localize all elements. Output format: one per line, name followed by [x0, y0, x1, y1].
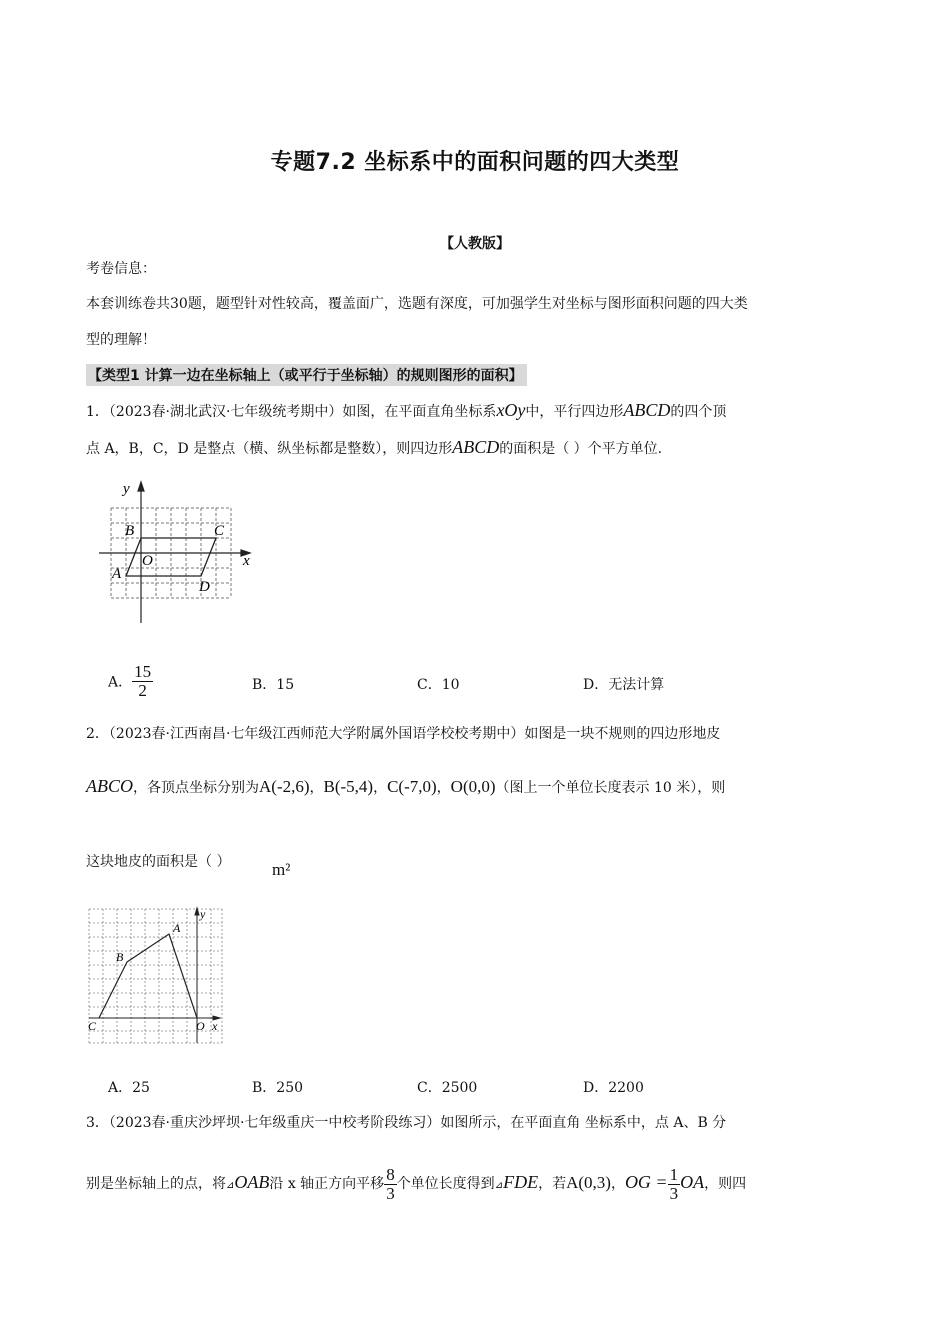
q2-label-o: O — [196, 1019, 205, 1033]
q2-quadrilateral — [99, 934, 197, 1018]
q3-fraction-1-num: 8 — [386, 1164, 395, 1184]
q2-option-b[interactable]: B．250 — [252, 1080, 304, 1096]
q2-label-b: B — [116, 950, 124, 964]
q3-math-fde: FDE — [503, 1172, 539, 1192]
q1-option-a-denominator: 2 — [138, 681, 147, 700]
q3-text-e: ，则四 — [704, 1176, 747, 1192]
q1-text-a: 1．（2023春·湖北武汉·七年级统考期中）如图，在平面直角坐标系 — [86, 404, 497, 420]
q3-eq-lhs: OG = — [624, 1172, 668, 1192]
q3-line-2: 别是坐标轴上的点，将⊿OAB沿 x 轴正方向平移 $\frac{8}{3}$ 个单位长度得到⊿FDE，若A(0,3)，OG = $\frac{1}{3}$ OA，则四 — [86, 1164, 747, 1203]
q2-coord-o: O(0,0) — [450, 777, 496, 796]
q2-line-2: ABCO，各顶点坐标分别为A(-2,6)，B(-5,4)，C(-7,0)，O(0,0)（图上一个单位长度表示 10 米），则 — [86, 776, 726, 796]
q3-fraction-2 — [668, 1166, 681, 1203]
q2-text-b: （图上一个单位长度表示 10 米），则 — [495, 780, 726, 796]
q2-label-c: C — [88, 1019, 97, 1033]
q2-coord-a: A(-2,6) — [259, 777, 310, 796]
q3-fraction-1-den: 3 — [386, 1183, 395, 1203]
q1-label-d: D — [199, 579, 210, 595]
q3-coord-a: A(0,3) — [566, 1173, 611, 1192]
edition-label: 【人教版】 — [440, 236, 510, 252]
q1-text-c: 的四个顶 — [670, 404, 727, 420]
q2-line-1: 2．（2023春·江西南昌·七年级江西师范大学附属外国语学校校考期中）如图是一块不规则的四边形地皮 — [86, 726, 721, 742]
q3-text-b: 沿 x 轴正方向平移 — [269, 1176, 385, 1192]
triangle-symbol-1: ⊿ — [226, 1180, 235, 1191]
section-header-type1: 【类型1 计算一边在坐标轴上（或平行于坐标轴）的规则图形的面积】 — [86, 364, 527, 386]
q3-fraction-1 — [384, 1166, 397, 1203]
q1-figure — [95, 478, 255, 628]
q1-text-d: 点 A，B，C，D 是整点（横、纵坐标都是整数），则四边形 — [86, 441, 453, 457]
q1-math-xoy: xOy — [496, 400, 526, 420]
q3-math-oab: OAB — [234, 1172, 270, 1192]
q3-fraction-2-den: 3 — [669, 1183, 679, 1203]
q1-label-a: A — [112, 566, 122, 582]
intro-line-1: 本套训练卷共30题，题型针对性较高，覆盖面广，选题有深度，可加强学生对坐标与图形面积问题的四大类 — [86, 296, 748, 312]
page-title: 专题7.2 坐标系中的面积问题的四大类型 — [270, 150, 680, 175]
q3-fraction-2-num: 1 — [669, 1164, 679, 1184]
q1-label-o: O — [142, 553, 153, 569]
q3-text-d: ，若 — [538, 1176, 567, 1192]
q1-label-b: B — [125, 523, 135, 539]
q2-label-x: x — [212, 1019, 218, 1033]
q1-option-d[interactable]: D．无法计算 — [583, 677, 665, 693]
q3-text-c: 个单位长度得到 — [396, 1176, 495, 1192]
q2-label-y: y — [200, 907, 206, 921]
q1-text-e: 的面积是（ ）个平方单位. — [499, 441, 663, 457]
q1-option-a-label: A． — [108, 674, 133, 691]
q2-coord-b: B(-5,4) — [323, 777, 374, 796]
q2-math-abco: ABCO — [86, 776, 133, 796]
q1-math-abcd-2: ABCD — [452, 437, 500, 457]
q2-unit: m² — [272, 860, 291, 879]
q2-option-c[interactable]: C．2500 — [417, 1080, 478, 1096]
q3-text-a: 别是坐标轴上的点，将 — [86, 1176, 226, 1192]
q1-label-y: y — [123, 481, 130, 497]
q2-figure — [86, 906, 226, 1046]
q1-option-a[interactable] — [108, 663, 153, 700]
q3-eq-rhs: OA — [680, 1172, 705, 1192]
q1-option-c[interactable]: C．10 — [417, 677, 460, 693]
q1-option-b[interactable]: B．15 — [252, 677, 295, 693]
q1-label-x: x — [243, 553, 250, 569]
info-label: 考卷信息： — [86, 261, 156, 277]
q1-line-1 — [86, 400, 726, 422]
q1-label-c: C — [214, 523, 225, 539]
q1-line-2 — [86, 437, 662, 459]
q2-label-a: A — [173, 921, 181, 935]
q2-text-a: 各顶点坐标分别为 — [147, 780, 259, 796]
q2-coord-c: C(-7,0) — [387, 777, 437, 796]
q1-option-a-numerator: 15 — [134, 662, 152, 681]
q1-option-a-fraction — [132, 663, 153, 700]
q3-line-1: 3．（2023春·重庆沙坪坝·七年级重庆一中校考阶段练习）如图所示，在平面直角 坐标系中，点 A、B 分 — [86, 1115, 727, 1131]
intro-line-2: 型的理解！ — [86, 332, 156, 348]
triangle-symbol-2: ⊿ — [494, 1180, 504, 1191]
q2-option-d[interactable]: D．2200 — [583, 1080, 644, 1096]
q1-y-arrow — [138, 482, 144, 491]
q2-line-3: 这块地皮的面积是（ ） — [86, 854, 231, 870]
q1-text-b: 中，平行四边形 — [525, 404, 624, 420]
q2-option-a[interactable]: A．25 — [108, 1080, 150, 1096]
q1-math-abcd: ABCD — [623, 400, 671, 420]
